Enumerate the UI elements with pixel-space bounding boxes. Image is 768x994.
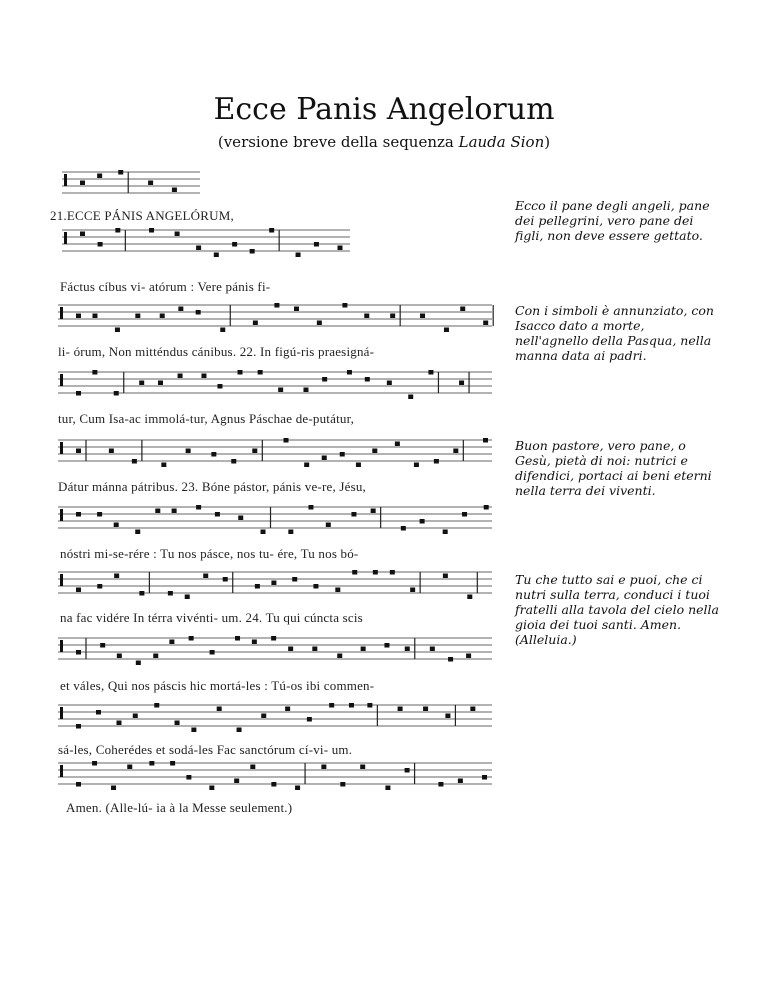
neume <box>215 512 220 517</box>
neume <box>223 577 228 582</box>
neume <box>340 452 345 457</box>
neume <box>288 647 293 652</box>
neume <box>185 595 190 600</box>
neume <box>347 370 352 375</box>
neume <box>408 395 413 400</box>
neume <box>76 449 81 454</box>
neume <box>314 242 319 247</box>
neume <box>458 779 463 784</box>
subtitle-suffix: ) <box>544 133 551 151</box>
neume <box>296 253 301 258</box>
neume <box>307 717 312 722</box>
neume <box>322 377 327 382</box>
neume <box>161 463 166 468</box>
staff-7 <box>58 570 492 599</box>
neume <box>371 509 376 514</box>
neume <box>135 530 140 535</box>
neume <box>250 249 255 254</box>
neume <box>443 574 448 579</box>
lyric-line-7: na fac vidére In térra vivénti- um. 24. Tu qui cúncta scis <box>60 610 363 625</box>
neume <box>356 463 361 468</box>
clef-mark <box>60 707 63 719</box>
clef-mark <box>60 442 63 454</box>
neume <box>97 512 102 517</box>
neume <box>373 570 378 575</box>
neume <box>258 370 263 375</box>
neume <box>338 246 343 251</box>
neume <box>312 647 317 652</box>
neume <box>349 703 354 708</box>
neume <box>115 328 120 333</box>
translation-paragraph-2: Con i simboli è annunziato, con Isacco dato a morte, nell'agnello della Pasqua, nella manna data ai padri. <box>515 303 714 363</box>
neume <box>367 703 372 708</box>
neume <box>308 505 313 510</box>
neume <box>337 654 342 659</box>
clef-mark <box>60 307 63 319</box>
neume <box>139 381 144 386</box>
neume <box>252 640 257 645</box>
neume <box>97 584 102 589</box>
neume <box>217 384 222 389</box>
neume <box>175 721 180 726</box>
neume <box>405 647 410 652</box>
neume <box>76 782 81 787</box>
neume <box>178 374 183 379</box>
neume <box>430 647 435 652</box>
neume <box>211 452 216 457</box>
neume <box>189 636 194 641</box>
neume <box>271 581 276 586</box>
neume <box>410 588 415 593</box>
neume <box>76 588 81 593</box>
neume <box>434 459 439 464</box>
staff-10 <box>58 761 492 790</box>
neume <box>285 707 290 712</box>
neume <box>284 438 289 443</box>
neume <box>261 530 266 535</box>
neume <box>322 456 327 461</box>
neume <box>209 786 214 791</box>
neume <box>295 786 300 791</box>
staff-6 <box>58 505 492 534</box>
neume <box>118 170 123 175</box>
neume <box>116 721 121 726</box>
page-subtitle <box>0 133 768 151</box>
neume <box>76 314 81 319</box>
neume <box>155 509 160 514</box>
neume <box>313 584 318 589</box>
neume <box>390 314 395 319</box>
neume <box>294 307 299 312</box>
page-title: Ecce Panis Angelorum <box>213 92 555 127</box>
neume <box>168 591 173 596</box>
neume <box>443 530 448 535</box>
neume <box>401 526 406 531</box>
neume <box>160 314 165 319</box>
translation-paragraph-3: Buon pastore, vero pane, o Gesù, pietà di noi: nutrici e difendici, portaci ai beni eterni nella terra dei viventi. <box>515 438 712 498</box>
neume <box>292 577 297 582</box>
neume <box>80 232 85 237</box>
neume <box>398 707 403 712</box>
neume <box>387 381 392 386</box>
neume <box>352 570 357 575</box>
lyric-line-5: Dátur mánna pátribus. 23. Bóne pástor, pánis ve-re, Jésu, <box>58 479 367 494</box>
neume <box>175 232 180 237</box>
neume <box>220 328 225 333</box>
neume <box>470 707 475 712</box>
neume <box>169 640 174 645</box>
neume <box>384 643 389 648</box>
neume <box>255 584 260 589</box>
neume <box>361 647 366 652</box>
neume <box>326 523 331 528</box>
neume <box>329 703 334 708</box>
neume <box>321 765 326 770</box>
neume <box>483 321 488 326</box>
neume <box>117 654 122 659</box>
neume <box>390 570 395 575</box>
neume <box>148 181 153 186</box>
staff-9 <box>58 703 492 732</box>
neume <box>278 388 283 393</box>
neume <box>100 643 105 648</box>
neume <box>92 314 97 319</box>
neume <box>261 714 266 719</box>
clef-mark <box>64 174 67 186</box>
lyric-line-8: et váles, Qui nos páscis hic mortá-les : Tú-os ibi commen- <box>60 678 375 693</box>
neume <box>235 636 240 641</box>
neume <box>139 591 144 596</box>
neume <box>271 782 276 787</box>
neume <box>127 765 132 770</box>
neume <box>365 377 370 382</box>
neume <box>210 650 215 655</box>
neume <box>317 321 322 326</box>
neume <box>482 775 487 780</box>
neume <box>170 761 175 766</box>
neume <box>114 391 119 396</box>
neume <box>135 314 140 319</box>
neume <box>445 714 450 719</box>
neume <box>459 381 464 386</box>
clef-mark <box>60 574 63 586</box>
neume <box>351 512 356 517</box>
neume <box>462 512 467 517</box>
staff-8 <box>58 636 492 665</box>
neume <box>453 449 458 454</box>
neume <box>232 242 237 247</box>
neume <box>303 388 308 393</box>
neume <box>97 174 102 179</box>
neume <box>385 786 390 791</box>
neume <box>438 782 443 787</box>
neume <box>238 516 243 521</box>
neume <box>250 765 255 770</box>
neume <box>114 523 119 528</box>
neume <box>115 228 120 233</box>
neume <box>92 761 97 766</box>
neume <box>420 314 425 319</box>
neume <box>237 728 242 733</box>
lyric-line-3: li- órum, Non mitténdus cánibus. 22. In figú-ris praesigná- <box>58 344 375 359</box>
neume <box>196 505 201 510</box>
translation-paragraph-4: Tu che tutto sai e puoi, che ci nutri sulla terra, conduci i tuoi fratelli alla tavola del cielo nella gioia dei tuoi santi. Amen. (Alleluia.) <box>515 572 719 647</box>
neume <box>238 370 243 375</box>
neume <box>364 314 369 319</box>
lyric-line-2: Fáctus cíbus vi- atórum : Vere pánis fi- <box>60 279 271 294</box>
neume <box>133 714 138 719</box>
neume <box>196 310 201 315</box>
neume <box>153 654 158 659</box>
neume <box>76 512 81 517</box>
subtitle-work-title: Lauda Sion <box>458 133 545 151</box>
neume <box>414 463 419 468</box>
neume <box>92 370 97 375</box>
neume <box>136 661 141 666</box>
subtitle-prefix: (versione breve della sequenza <box>217 133 459 151</box>
neume <box>158 381 163 386</box>
neume <box>149 228 154 233</box>
neume <box>428 370 433 375</box>
neume <box>214 253 219 258</box>
clef-mark <box>60 640 63 652</box>
neume <box>186 775 191 780</box>
neume <box>172 188 177 193</box>
staff-2 <box>62 228 350 257</box>
neume <box>460 307 465 312</box>
staff-3 <box>58 303 493 332</box>
neume <box>395 442 400 447</box>
chant-score <box>50 160 500 820</box>
lyric-line-4: tur, Cum Isa-ac immolá-tur, Agnus Páschae de-putátur, <box>58 411 355 426</box>
neume <box>274 303 279 308</box>
neume <box>466 654 471 659</box>
neume <box>111 786 116 791</box>
neume <box>76 724 81 729</box>
neume <box>172 509 177 514</box>
clef-mark <box>60 374 63 386</box>
lyric-line-9: sá-les, Coherédes et sodá-les Fac sanctórum cí-vi- um. <box>58 742 353 757</box>
neume <box>360 765 365 770</box>
clef-mark <box>64 232 67 244</box>
neume <box>253 321 258 326</box>
staff-1 <box>62 170 200 193</box>
neume <box>109 449 114 454</box>
lyric-line-1: 21.ECCE PÁNIS ANGELÓRUM, <box>50 208 234 223</box>
neume <box>203 574 208 579</box>
neume <box>96 710 101 715</box>
neume <box>114 574 119 579</box>
neume <box>76 391 81 396</box>
neume <box>154 703 159 708</box>
neume <box>231 459 236 464</box>
neume <box>335 588 340 593</box>
neume <box>467 595 472 600</box>
staff-5 <box>58 438 492 467</box>
neume <box>149 761 154 766</box>
neume <box>186 449 191 454</box>
lyric-line-6: nóstri mi-se-rére : Tu nos pásce, nos tu- ére, Tu nos bó- <box>60 546 359 561</box>
neume <box>304 463 309 468</box>
neume <box>420 519 425 524</box>
neume <box>405 768 410 773</box>
neume <box>178 307 183 312</box>
neume <box>483 438 488 443</box>
lyric-line-10: Amen. (Alle-lú- ia à la Messe seulement.) <box>66 800 293 815</box>
neume <box>484 505 489 510</box>
neume <box>191 728 196 733</box>
neume <box>271 636 276 641</box>
clef-mark <box>60 765 63 777</box>
neume <box>252 449 257 454</box>
neume <box>448 657 453 662</box>
neume <box>196 246 201 251</box>
neume <box>80 181 85 186</box>
neume <box>269 228 274 233</box>
translation-paragraph-1: Ecco il pane degli angeli, pane dei pellegrini, vero pane dei figli, non deve essere gettato. <box>515 198 710 243</box>
neume <box>234 779 239 784</box>
neume <box>98 242 103 247</box>
staff-4 <box>58 370 492 399</box>
neume <box>340 782 345 787</box>
neume <box>423 707 428 712</box>
clef-mark <box>60 509 63 521</box>
neume <box>444 328 449 333</box>
neume <box>76 650 81 655</box>
neume <box>217 707 222 712</box>
neume <box>372 449 377 454</box>
neume <box>201 374 206 379</box>
neume <box>342 303 347 308</box>
neume <box>132 459 137 464</box>
neume <box>288 530 293 535</box>
